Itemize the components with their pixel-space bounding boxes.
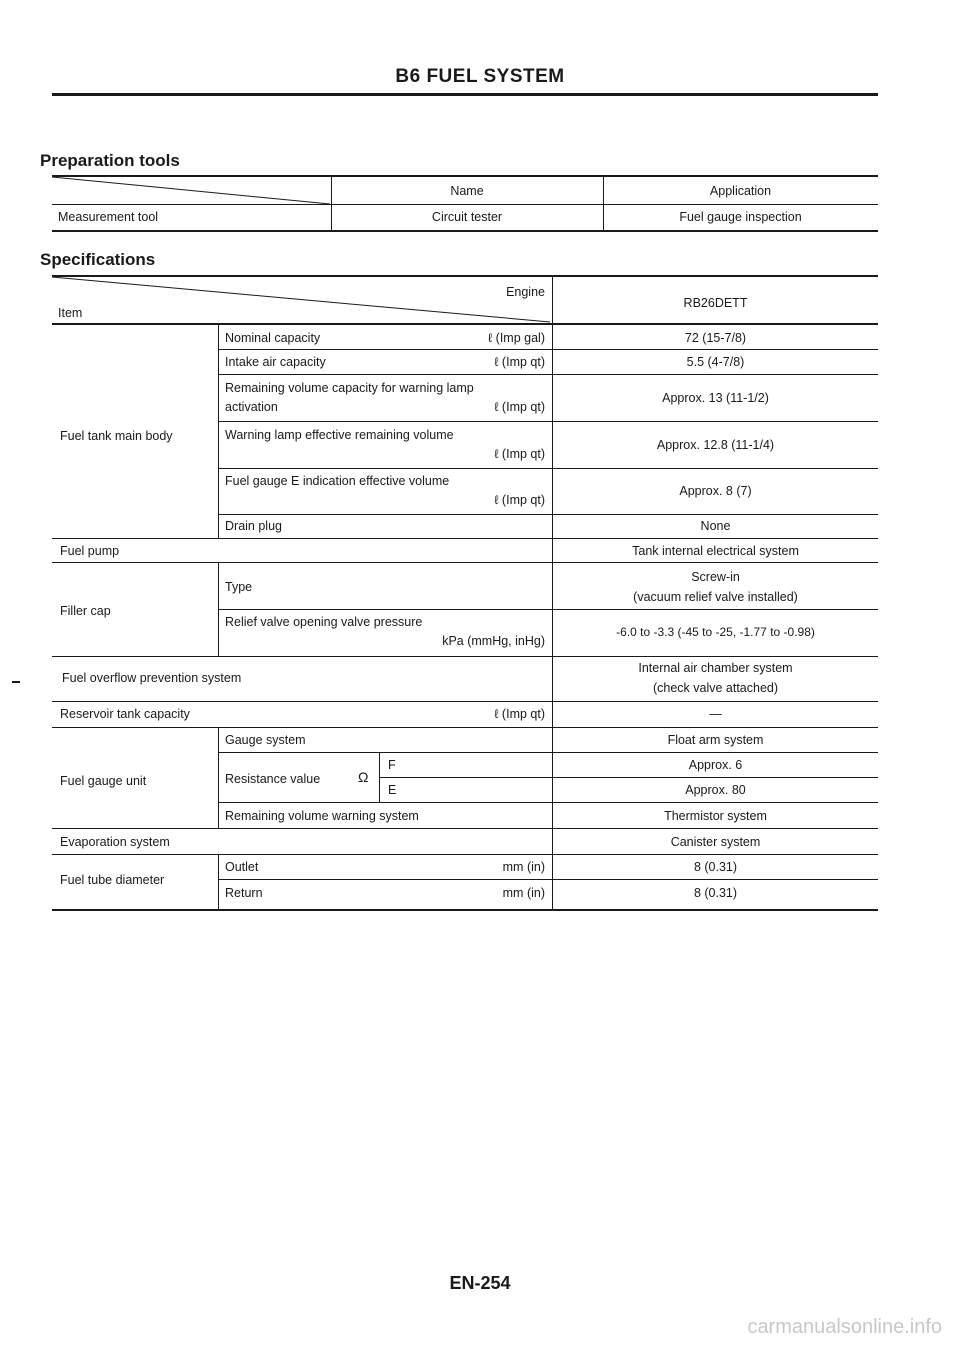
- warning-lamp-unit: ℓ (Imp qt): [494, 447, 545, 461]
- specifications-heading: Specifications: [40, 250, 156, 269]
- nominal-capacity-unit: ℓ (Imp gal): [488, 331, 545, 345]
- warning-lamp-value: Approx. 12.8 (11-1/4): [656, 438, 775, 452]
- filler-cap-label: Filler cap: [60, 604, 111, 618]
- outlet-value: 8 (0.31): [693, 860, 738, 874]
- preparation-col-name: Name: [450, 184, 484, 198]
- gauge-system-label: Gauge system: [225, 733, 306, 747]
- return-label: Return: [225, 886, 263, 900]
- header-rule: [52, 93, 878, 96]
- nominal-capacity-label: Nominal capacity: [225, 331, 321, 345]
- evaporation-value: Canister system: [670, 835, 761, 849]
- remaining-volume-label-1: Remaining volume capacity for warning lamp: [225, 381, 474, 395]
- ohm-unit: Ω: [358, 769, 369, 785]
- remaining-warning-value: Thermistor system: [664, 809, 767, 823]
- fuel-pump-label: Fuel pump: [60, 544, 120, 558]
- fuel-tank-label: Fuel tank main body: [60, 429, 173, 443]
- section-title: B6 FUEL SYSTEM: [395, 66, 565, 87]
- header-item: Item: [58, 306, 83, 320]
- preparation-diagonal: [52, 175, 332, 207]
- resistance-e-value: Approx. 80: [685, 783, 746, 797]
- reservoir-unit: ℓ (Imp qt): [494, 707, 545, 721]
- resistance-e-label: E: [388, 783, 397, 797]
- remaining-volume-label-2: activation: [225, 400, 278, 414]
- engine-model: RB26DETT: [683, 296, 748, 310]
- gauge-e-value: Approx. 8 (7): [679, 484, 752, 498]
- outlet-label: Outlet: [225, 860, 259, 874]
- relief-valve-value: -6.0 to -3.3 (-45 to -25, -1.77 to -0.98): [616, 625, 815, 639]
- intake-air-value: 5.5 (4-7/8): [686, 355, 745, 369]
- return-unit: mm (in): [502, 886, 545, 900]
- gauge-e-label: Fuel gauge E indication effective volume: [225, 474, 450, 488]
- reservoir-label: Reservoir tank capacity: [60, 707, 190, 721]
- specifications-diagonal: [52, 275, 552, 325]
- resistance-label: Resistance value: [225, 772, 321, 786]
- overflow-label: Fuel overflow prevention system: [62, 671, 242, 685]
- gauge-system-value: Float arm system: [667, 733, 764, 747]
- preparation-heading: Preparation tools: [40, 151, 180, 170]
- preparation-row-name: Circuit tester: [431, 210, 503, 224]
- remaining-warning-label: Remaining volume warning system: [225, 809, 419, 823]
- overflow-value-2: (check valve attached): [652, 681, 779, 695]
- overflow-value-1: Internal air chamber system: [638, 661, 793, 675]
- relief-valve-unit: kPa (mmHg, inHg): [442, 634, 545, 648]
- preparation-row-application: Fuel gauge inspection: [679, 210, 802, 224]
- remaining-volume-unit: ℓ (Imp qt): [494, 400, 545, 414]
- header-engine: Engine: [506, 285, 545, 299]
- remaining-volume-value: Approx. 13 (11-1/2): [662, 391, 769, 405]
- reservoir-value: —: [709, 707, 722, 721]
- fuel-tube-label: Fuel tube diameter: [60, 873, 165, 887]
- intake-air-label: Intake air capacity: [225, 355, 326, 369]
- type-value-2: (vacuum relief valve installed): [633, 590, 798, 604]
- watermark: carmanualsonline.info: [747, 1316, 942, 1338]
- page-number: EN-254: [449, 1273, 511, 1293]
- relief-valve-label: Relief valve opening valve pressure: [225, 615, 423, 629]
- preparation-row-label: Measurement tool: [58, 210, 159, 224]
- drain-plug-value: None: [700, 519, 731, 533]
- margin-mark: [12, 681, 20, 683]
- evaporation-label: Evaporation system: [60, 835, 170, 849]
- gauge-e-unit: ℓ (Imp qt): [494, 493, 545, 507]
- warning-lamp-label: Warning lamp effective remaining volume: [225, 428, 454, 442]
- preparation-col-application: Application: [709, 184, 772, 198]
- resistance-f-label: F: [388, 758, 396, 772]
- drain-plug-label: Drain plug: [225, 519, 282, 533]
- gauge-unit-label: Fuel gauge unit: [60, 774, 147, 788]
- type-label: Type: [225, 580, 253, 594]
- intake-air-unit: ℓ (Imp qt): [494, 355, 545, 369]
- return-value: 8 (0.31): [693, 886, 738, 900]
- resistance-f-value: Approx. 6: [688, 758, 743, 772]
- fuel-pump-value: Tank internal electrical system: [632, 544, 799, 558]
- outlet-unit: mm (in): [502, 860, 545, 874]
- type-value-1: Screw-in: [691, 570, 740, 584]
- nominal-capacity-value: 72 (15-7/8): [684, 331, 747, 345]
